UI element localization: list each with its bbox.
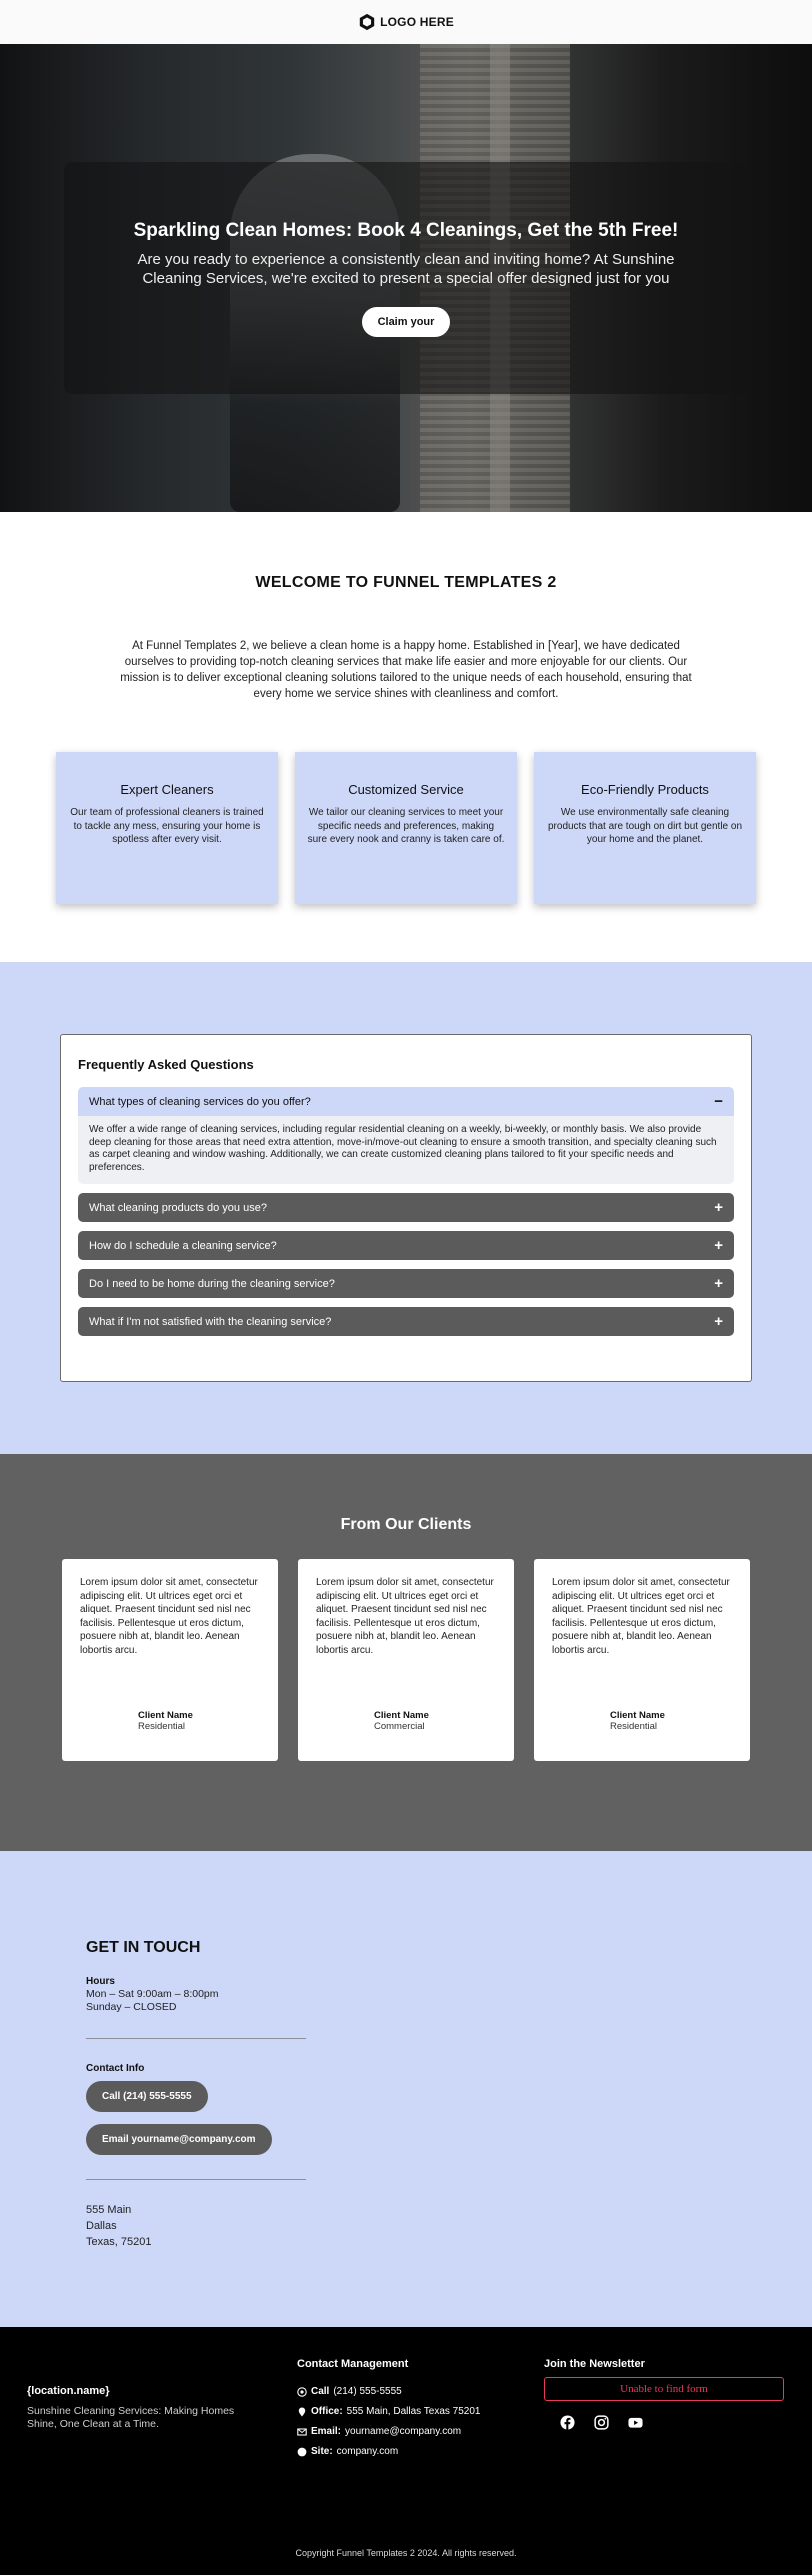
footer-location-name: {location.name} — [27, 2385, 110, 2397]
faq-question-toggle[interactable] — [78, 1087, 734, 1116]
logo-text: LOGO HERE — [380, 15, 454, 29]
email-button[interactable]: Email yourname@company.com — [86, 2124, 272, 2155]
contact-section — [0, 1851, 812, 2327]
faq-question-toggle[interactable] — [78, 1193, 734, 1222]
footer-contact-heading: Contact Management — [297, 2358, 409, 2370]
plus-icon: + — [714, 1237, 723, 1254]
faq-question: What types of cleaning services do you offer? — [89, 1095, 311, 1108]
youtube-icon[interactable] — [628, 2415, 643, 2430]
hero-subtitle: Are you ready to experience a consistently clean and inviting home? At Sunshine Cleaning Services, we're excited to present a special offer designed just for you — [137, 251, 675, 287]
site-footer — [0, 2327, 812, 2575]
footer-newsletter — [544, 2358, 784, 2430]
footer-site[interactable] — [297, 2446, 480, 2457]
site-header — [0, 0, 812, 44]
testimonial-text: Lorem ipsum dolor sit amet, consectetur adipiscing elit. Ut ultrices eget orci et aliquet. Praesent tincidunt sed nisl nec facilisis. Pellentesque ut eros dictum, posuere nibh at, blandit leo. Aenean lobortis arcu. — [80, 1577, 258, 1656]
faq-question: How do I schedule a cleaning service? — [89, 1239, 277, 1252]
feature-cards — [0, 752, 812, 904]
feature-title: Expert Cleaners — [120, 782, 214, 797]
envelope-icon — [297, 2427, 307, 2437]
footer-email[interactable] — [297, 2426, 480, 2437]
client-type: Residential — [610, 1721, 657, 1732]
contact-title: GET IN TOUCH — [86, 1939, 201, 1956]
footer-office-label: Office: — [311, 2406, 343, 2417]
faq-item — [78, 1231, 734, 1260]
faq-title: Frequently Asked Questions — [78, 1057, 254, 1072]
footer-site-label: Site: — [311, 2446, 333, 2457]
testimonial-cards — [0, 1559, 812, 1761]
hero-section — [0, 44, 812, 512]
call-button[interactable]: Call (214) 555-5555 — [86, 2081, 208, 2112]
footer-email-label: Email: — [311, 2426, 342, 2437]
divider — [86, 2038, 306, 2039]
newsletter-form-error: Unable to find form — [544, 2377, 784, 2401]
faq-question: Do I need to be home during the cleaning service? — [89, 1277, 335, 1290]
testimonials-title: From Our Clients — [340, 1516, 472, 1533]
feature-card — [295, 752, 517, 904]
faq-item — [78, 1087, 734, 1184]
faq-item — [78, 1269, 734, 1298]
hours-sunday: Sunday – CLOSED — [86, 2001, 177, 2013]
social-links — [544, 2415, 784, 2430]
footer-office-value: 555 Main, Dallas Texas 75201 — [346, 2406, 481, 2417]
welcome-body: At Funnel Templates 2, we believe a clean home is a happy home. Established in [Year], we have dedicated ourselves to providing top-notch cleaning services that make life easier and more enjoyable for our clients. Our mission is to deliver exceptional cleaning solutions tailored to the unique needs of each household, ensuring that every home we service shines with cleanliness and comfort. — [120, 640, 692, 700]
hero-title: Sparkling Clean Homes: Book 4 Cleanings, Get the 5th Free! — [133, 220, 679, 241]
footer-brand — [27, 2385, 257, 2431]
client-name: Client Name — [374, 1710, 429, 1721]
address-line: Dallas — [86, 2220, 117, 2232]
faq-question: What if I'm not satisfied with the cleaning service? — [89, 1315, 332, 1328]
contact-info-label: Contact Info — [86, 2063, 145, 2074]
feature-card — [56, 752, 278, 904]
footer-call-label: Call — [311, 2386, 330, 2397]
newsletter-heading: Join the Newsletter — [544, 2358, 645, 2370]
testimonial-card — [298, 1559, 514, 1761]
feature-text: We tailor our cleaning services to meet your specific needs and preferences, making sure every nook and cranny is taken care of. — [307, 807, 505, 845]
faq-card — [60, 1034, 752, 1382]
faq-answer: We offer a wide range of cleaning services, including regular residential cleaning on a weekly, bi-weekly, or monthly basis. We also provide deep cleaning for those areas that need extra attention, move-in/move-out cleaning to ensure a smooth transition, and specialty cleaning such as carpet cleaning and window washing. Additionally, we can create customized cleaning plans tailored to fit your specific needs and preferences. — [78, 1116, 734, 1184]
testimonial-card — [534, 1559, 750, 1761]
feature-card — [534, 752, 756, 904]
feature-title: Customized Service — [348, 782, 464, 797]
welcome-title: WELCOME TO FUNNEL TEMPLATES 2 — [255, 574, 557, 591]
testimonial-text: Lorem ipsum dolor sit amet, consectetur adipiscing elit. Ut ultrices eget orci et aliquet. Praesent tincidunt sed nisl nec facilisis. Pellentesque ut eros dictum, posuere nibh at, blandit leo. Aenean lobortis arcu. — [552, 1577, 730, 1656]
copyright: Copyright Funnel Templates 2 2024. All rights reserved. — [295, 2548, 517, 2558]
footer-office — [297, 2406, 480, 2417]
faq-section — [0, 962, 812, 1454]
faq-item — [78, 1193, 734, 1222]
plus-icon: + — [714, 1313, 723, 1330]
hours-label: Hours — [86, 1976, 115, 1987]
footer-call-value: (214) 555-5555 — [333, 2386, 402, 2397]
faq-question: What cleaning products do you use? — [89, 1201, 267, 1214]
instagram-icon[interactable] — [594, 2415, 609, 2430]
feature-text: Our team of professional cleaners is trained to tackle any mess, ensuring your home is spotless after every visit. — [70, 807, 264, 845]
logo-icon — [358, 13, 376, 31]
footer-tagline: Sunshine Cleaning Services: Making Homes Shine, One Clean at a Time. — [27, 2405, 235, 2430]
testimonial-text: Lorem ipsum dolor sit amet, consectetur adipiscing elit. Ut ultrices eget orci et aliquet. Praesent tincidunt sed nisl nec facilisis. Pellentesque ut eros dictum, posuere nibh at, blandit leo. Aenean lobortis arcu. — [316, 1577, 494, 1656]
client-name: Client Name — [610, 1710, 665, 1721]
feature-title: Eco-Friendly Products — [581, 782, 709, 797]
hero-content-box — [64, 162, 748, 394]
faq-question-toggle[interactable] — [78, 1307, 734, 1336]
footer-email-value: yourname@company.com — [345, 2426, 462, 2437]
claim-button[interactable]: Claim your — [362, 307, 451, 337]
footer-contact — [297, 2358, 480, 2466]
address-line: Texas, 75201 — [86, 2236, 152, 2248]
feature-text: We use environmentally safe cleaning products that are tough on dirt but gentle on your home and the planet. — [547, 807, 743, 845]
location-pin-icon — [297, 2407, 307, 2417]
faq-question-toggle[interactable] — [78, 1269, 734, 1298]
divider — [86, 2179, 306, 2180]
address-line: 555 Main — [86, 2204, 132, 2216]
testimonials-section — [0, 1454, 812, 1851]
globe-icon — [297, 2447, 307, 2457]
faq-question-toggle[interactable] — [78, 1231, 734, 1260]
testimonial-card — [62, 1559, 278, 1761]
footer-site-value: company.com — [336, 2446, 399, 2457]
client-type: Commercial — [374, 1721, 425, 1732]
faq-item — [78, 1307, 734, 1336]
client-name: Client Name — [138, 1710, 193, 1721]
client-type: Residential — [138, 1721, 185, 1732]
minus-icon: − — [714, 1093, 723, 1110]
facebook-icon[interactable] — [560, 2415, 575, 2430]
hours-weekdays: Mon – Sat 9:00am – 8:00pm — [86, 1988, 219, 2000]
footer-call[interactable] — [297, 2386, 480, 2397]
plus-icon: + — [714, 1199, 723, 1216]
welcome-section — [0, 512, 812, 962]
whatsapp-icon — [297, 2387, 307, 2397]
plus-icon: + — [714, 1275, 723, 1292]
